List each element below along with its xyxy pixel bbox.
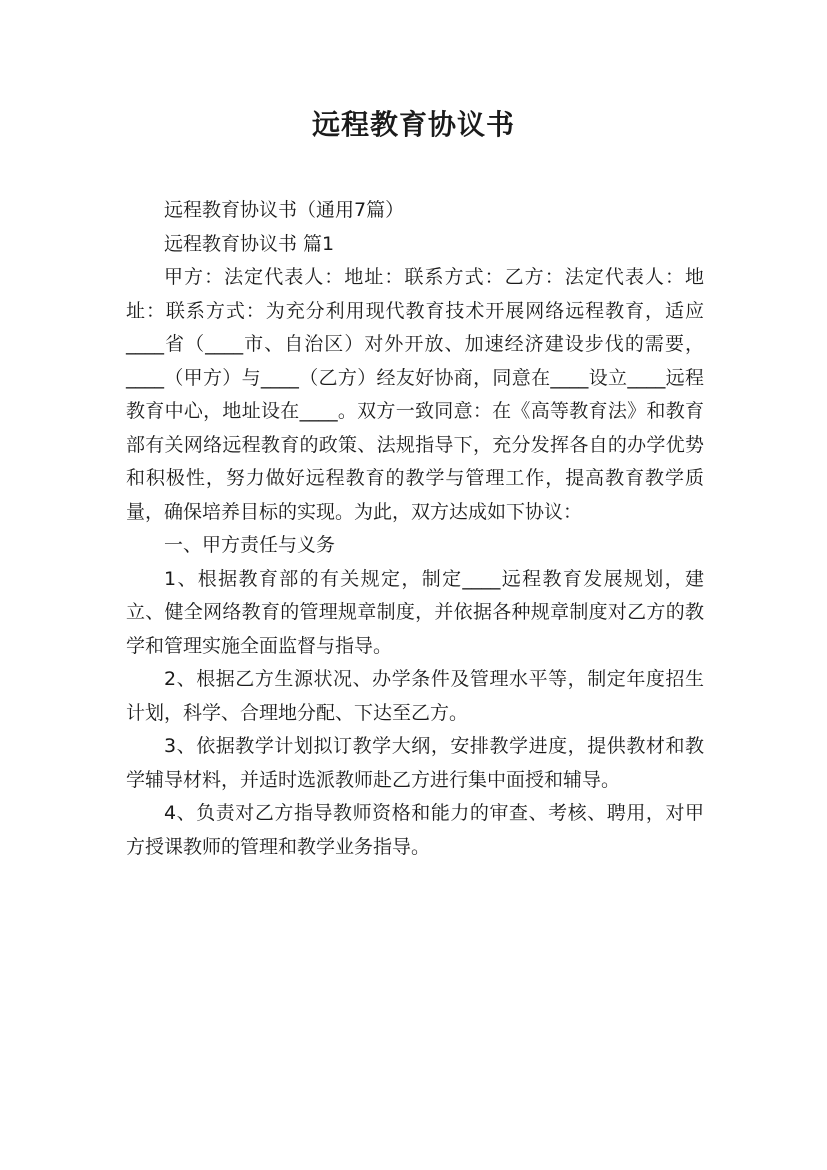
paragraph-clause-3: 3、依据教学计划拟订教学大纲，安排教学进度，提供教材和教学辅导材料，并适时选派教师赴乙方进行集中面授和辅导。 <box>126 735 704 791</box>
paragraph-clause-1: 1、根据教育部的有关规定，制定____远程教育发展规划，建立、健全网络教育的管理规章制度，并依据各种规章制度对乙方的教学和管理实施全面监督与指导。 <box>126 567 704 657</box>
document-body <box>126 194 704 864</box>
paragraph-preamble: 甲方：法定代表人：地址：联系方式：乙方：法定代表人：地址：联系方式：为充分利用现代教育技术开展网络远程教育，适应____省（____市、自治区）对外开放、加速经济建设步伐的需要，____（甲方）与____（乙方）经友好协商，同意在____设立____远程教育中心，地址设在____。双方一致同意：在《高等教育法》和教育部有关网络远程教育的政策、法规指导下，充分发挥各自的办学优势和积极性，努力做好远程教育的教学与管理工作，提高教育教学质量，确保培养目标的实现。为此，双方达成如下协议： <box>126 266 704 523</box>
paragraph-subtitle: 远程教育协议书（通用7篇） <box>164 199 405 221</box>
paragraph-clause-4: 4、负责对乙方指导教师资格和能力的审查、考核、聘用，对甲方授课教师的管理和教学业务指导。 <box>126 802 704 858</box>
paragraph-clause-2: 2、根据乙方生源状况、办学条件及管理水平等，制定年度招生计划，科学、合理地分配、下达至乙方。 <box>126 668 704 724</box>
paragraph-clause-heading: 一、甲方责任与义务 <box>164 534 336 556</box>
document-title: 远程教育协议书 <box>311 108 515 141</box>
paragraph-section-heading: 远程教育协议书 篇1 <box>164 232 335 255</box>
